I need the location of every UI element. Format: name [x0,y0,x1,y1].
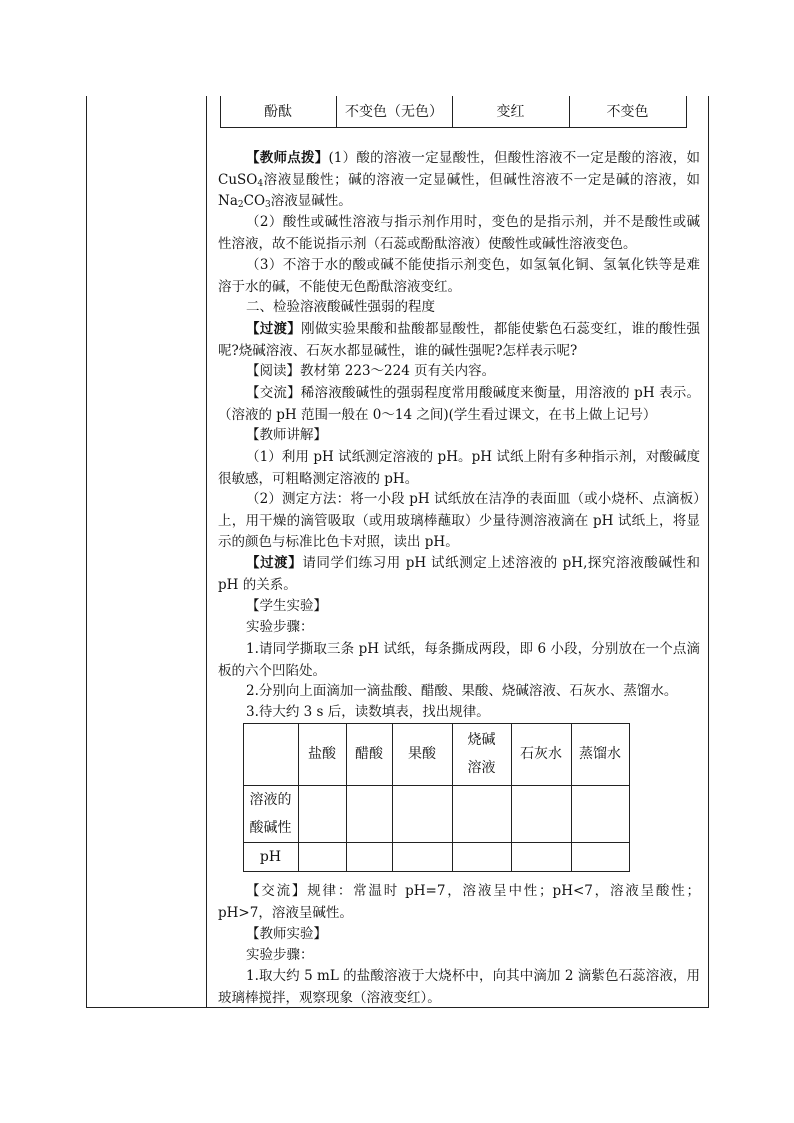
steps-heading-1: 实验步骤： [246,619,314,635]
ph-row-ph-label: pH [259,848,282,865]
teacher-tip-paragraph-1: 【教师点拨】(1）酸的溶液一定显酸性，但酸性溶液不一定是酸的溶液，如 CuSO$_4$溶液显酸性；碱的溶液一定显碱性，但碱性溶液不一定是碱的溶液，如 $Na_2CO_3$溶液显碱性。 [218,150,701,210]
ph-header-acetic-acid: 醋酸 [355,746,383,762]
transition-paragraph-1: 【过渡】刚做实验果酸和盐酸都显酸性，都能使紫色石蕊变红，谁的酸性强呢?烧碱溶液、石灰水都显碱性，谁的碱性强呢?怎样表示呢? [218,321,700,359]
ph-header-caustic-soda: 烧碱 溶液 [467,732,496,776]
student-experiment-heading: 【学生实验】 [246,598,327,614]
step-3: 3.待大约 3 s 后，读数填表，找出规律。 [246,704,490,720]
explain-paragraph-2: （2）测定方法：将一小段 pH 试纸放在洁净的表面皿（或小烧杯、点滴板）上，用干燥的滴管吸取（或用玻璃棒蘸取）少量待测溶液滴在 pH 试纸上，将显示的颜色与标准比色卡对照，读出 pH。 [218,491,700,550]
step-1: 1.请同学撕取三条 pH 试纸，每条撕成两段，即 6 小段，分别放在一个点滴板的六个凹陷处。 [218,641,700,679]
section-heading: 二、检验溶液酸碱性强弱的程度 [246,299,435,315]
ph-row-acidity-label: 溶液的 酸碱性 [249,791,292,836]
top-table-cell-indicator: 酚酞 [264,104,292,120]
ph-header-distilled-water: 蒸馏水 [579,746,621,762]
teacher-step-1: 1.取大约 5 mL 的盐酸溶液于大烧杯中，向其中滴加 2 滴紫色石蕊溶液，用玻璃棒搅拌，观察现象（溶液变红）。 [218,968,700,1006]
reading-paragraph: 【阅读】教材第 223～224 页有关内容。 [246,363,496,379]
exchange-paragraph-1: 【交流】稀溶液酸碱性的强弱程度常用酸碱度来衡量，用溶液的 pH 表示。（溶液的 pH 范围一般在 0～14 之间)(学生看过课文，在书上做上记号） [218,385,700,423]
top-table-cell-acid: 不变色（无色） [345,104,443,120]
steps-heading-2: 实验步骤： [246,947,314,963]
teacher-experiment-heading: 【教师实验】 [246,926,327,942]
ph-header-lime-water: 石灰水 [520,746,562,762]
explain-paragraph-1: （1）利用 pH 试纸测定溶液的 pH。pH 试纸上附有多种指示剂，对酸碱度很敏感，可粗略测定溶液的 pH。 [218,449,700,487]
ph-header-fruit-acid: 果酸 [408,746,436,762]
teacher-tip-paragraph-2: （2）酸性或碱性溶液与指示剂作用时，变色的是指示剂，并不是酸性或碱性溶液，故不能说指示剂（石蕊或酚酞溶液）使酸性或碱性溶液变色。 [218,214,700,252]
step-2: 2.分别向上面滴加一滴盐酸、醋酸、果酸、烧碱溶液、石灰水、蒸馏水。 [246,683,678,699]
ph-header-hydrochloric-acid: 盐酸 [308,746,336,762]
outer-column-divider [206,96,207,1007]
teacher-tip-paragraph-3: （3）不溶于水的酸或碱不能使指示剂变色，如氢氧化铜、氢氧化铁等是难溶于水的碱，不能使无色酚酞溶液变红。 [218,257,700,295]
transition-paragraph-2: 【过渡】请同学们练习用 pH 试纸测定上述溶液的 pH,探究溶液酸碱性和 pH 的关系。 [218,555,700,593]
top-table-cell-base: 变红 [496,104,525,120]
top-table-cell-neutral: 不变色 [606,104,649,120]
exchange-paragraph-2: 【交流】规律：常温时 pH=7，溶液呈中性；pH<7，溶液呈酸性；pH>7，溶液呈碱性。 [218,883,700,921]
teacher-explain-heading: 【教师讲解】 [246,427,327,443]
